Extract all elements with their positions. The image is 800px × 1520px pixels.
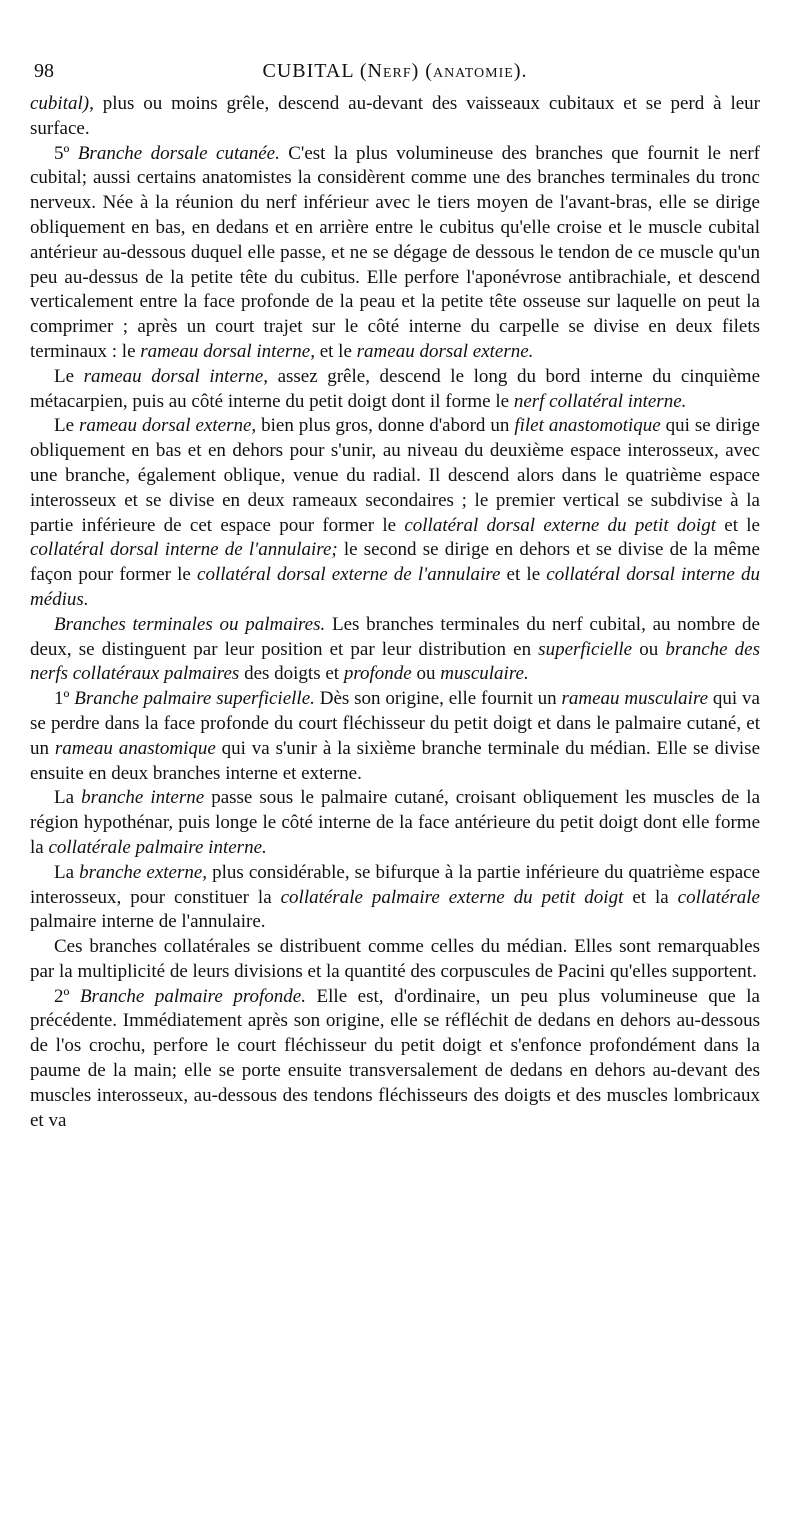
paragraph: La branche interne passe sous le palmaire cutané, croisant obliquement les muscles de la région hypothénar, puis longe le côté interne de la face antérieure du petit doigt dont elle forme la collatérale palmaire interne.: [30, 787, 760, 858]
paragraph: Le rameau dorsal interne, assez grêle, descend le long du bord interne du cinquième métacarpien, puis au côté interne du petit doigt dont il forme le nerf collatéral interne.: [30, 365, 760, 412]
paragraph-branche-superficielle: 1º Branche palmaire superficielle. Dès son origine, elle fournit un rameau musculaire qui va se perdre dans la face profonde du court fléchisseur du petit doigt et dans le palmaire cutané, et un rameau anastomique qui va s'unir à la sixième branche terminale du médian. Elle se divise ensuite en deux branches interne et externe.: [30, 688, 760, 784]
running-title: CUBITAL (Nerf) (anatomie).: [262, 60, 528, 82]
paragraph-branches-terminales: Branches terminales ou palmaires. Les branches terminales du nerf cubital, au nombre de deux, se distinguent par leur position et par leur distribution en superficielle ou branche des nerfs collatéraux palmaires des doigts et profonde ou musculaire.: [30, 613, 761, 685]
paragraph-branche-dorsale: 5º Branche dorsale cutanée. C'est la plus volumineuse des branches que fournit le nerf cubital; aussi certains anatomistes la considèrent comme une des branches terminales du tronc nerveux. Née à la réunion du nerf inférieur avec le tiers moyen de l'avant-bras, elle se dirige obliquement en bas, en dedans et en arrière entre le cubitus qu'elle croise et le muscle cubital antérieur au-dessous duquel elle passe, et ne se dégage de dessous le tendon de ce muscle qu'un peu au-dessus de la petite tête du cubitus. Elle perfore l'aponévrose antibrachiale, et descend verticalement entre la face profonde de la peau et la petite tête osseuse sur laquelle on peut la comprimer ; après un court trajet sur le côté interne du carpelle se divise en deux filets terminaux : le rameau dorsal interne, et le rameau dorsal externe.: [30, 142, 760, 362]
paragraph: Le rameau dorsal externe, bien plus gros, donne d'abord un filet anastomotique qui se dirige obliquement en bas et en dehors pour s'unir, au niveau du deuxième espace interosseux, avec une branche, également oblique, venue du radial. Il descend alors dans le quatrième espace interosseux et se divise en deux rameaux secondaires ; le premier vertical se subdivise à la partie inférieure de cet espace pour former le collatéral dorsal externe du petit doigt et le collatéral dorsal interne de l'annulaire; le second se dirige en dehors et se divise de la même façon pour former le collatéral dorsal externe de l'annulaire et le collatéral dorsal interne du médius.: [30, 415, 760, 610]
paragraph-branche-profonde: 2º Branche palmaire profonde. Elle est, d'ordinaire, un peu plus volumineuse que la précédente. Immédiatement après son origine, elle se réfléchit de dedans en dehors au-dessous de l'os crochu, perfore le court fléchisseur du petit doigt et s'enfonce profondément dans la paume de la main; elle se porte ensuite transversalement de dedans en dehors au-devant des muscles interosseux, au-dessous des tendons fléchisseurs des doigts et des muscles lombricaux et va: [30, 985, 760, 1131]
body-text: [30, 92, 760, 1133]
page-number: 98: [34, 60, 54, 82]
paragraph: Ces branches collatérales se distribuent comme celles du médian. Elles sont remarquables par la multiplicité de leurs divisions et la quantité des corpuscules de Pacini qu'elles supportent.: [30, 936, 760, 982]
paragraph: La branche externe, plus considérable, se bifurque à la partie inférieure du quatrième espace interosseux, pour constituer la collatérale palmaire externe du petit doigt et la collatérale palmaire interne de l'annulaire.: [30, 861, 761, 933]
page-header: [30, 60, 760, 92]
paragraph: cubital), plus ou moins grêle, descend au-devant des vaisseaux cubitaux et se perd à leur surface.: [30, 93, 760, 139]
